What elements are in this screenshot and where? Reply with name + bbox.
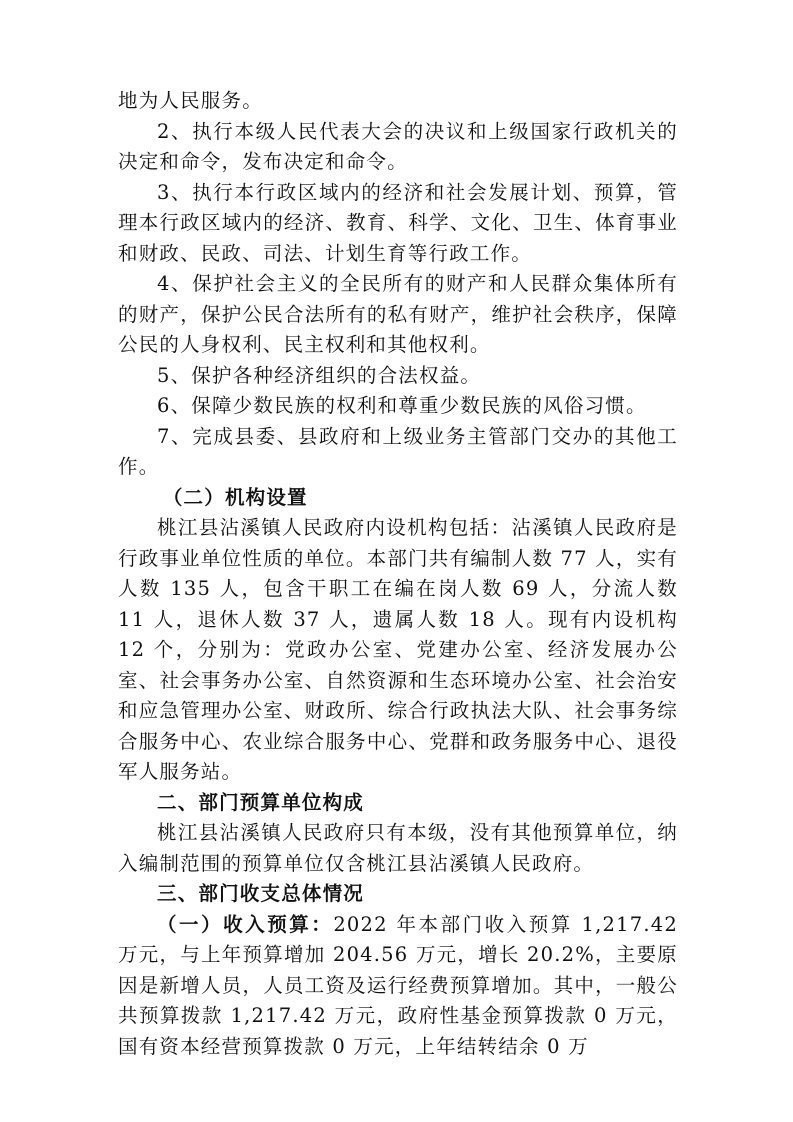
income-budget-text: 2022 年本部门收入预算 1,217.42 万元，与上年预算增加 204.56 万元，增长 20.2%，主要原因是新增人员，人员工资及运行经费预算增加。其中，一般公共预算拨款 1,217.42 万元，政府性基金预算拨款 0 万元，国有资本经营预算拨款 0 万元，上年结转结余 0 万 (118, 912, 678, 1058)
paragraph-duty-7: 7、完成县委、县政府和上级业务主管部门交办的其他工作。 (118, 424, 678, 478)
paragraph-continuation: 地为人民服务。 (118, 89, 263, 112)
document-body (118, 86, 678, 1062)
paragraph-budget-units: 桃江县沾溪镇人民政府只有本级，没有其他预算单位，纳入编制范围的预算单位仅含桃江县沾溪镇人民政府。 (118, 821, 678, 875)
heading-budget-units: 二、部门预算单位构成 (157, 790, 365, 814)
heading-income-expenditure: 三、部门收支总体情况 (157, 882, 365, 905)
paragraph-income-budget (118, 910, 678, 1063)
paragraph-duty-4: 4、保护社会主义的全民所有的财产和人民群众集体所有的财产，保护公民合法所有的私有财产，维护社会秩序，保障公民的人身权利、民主权利和其他权利。 (118, 272, 678, 356)
paragraph-duty-6: 6、保障少数民族的权利和尊重少数民族的风俗习惯。 (157, 394, 647, 417)
paragraph-organization: 桃江县沾溪镇人民政府内设机构包括：沾溪镇人民政府是行政事业单位性质的单位。本部门共有编制人数 77 人，实有人数 135 人，包含干职工在编在岗人数 69 人，分流人数 11 人，退休人数 37 人，遗属人数 18 人。现有内设机构 12 个，分别为：党政办公室、党建办公室、经济发展办公室、社会事务办公室、自然资源和生态环境办公室、社会治安和应急管理办公室、财政所、综合行政执法大队、社会事务综合服务中心、农业综合服务中心、党群和政务服务中心、退役军人服务站。 (118, 516, 678, 783)
income-budget-lead: （一）收入预算： (157, 912, 334, 936)
heading-organization: （二）机构设置 (162, 485, 308, 509)
paragraph-duty-3: 3、执行本行政区域内的经济和社会发展计划、预算，管理本行政区域内的经济、教育、科学、文化、卫生、体育事业和财政、民政、司法、计划生育等行政工作。 (118, 180, 678, 265)
paragraph-duty-2: 2、执行本级人民代表大会的决议和上级国家行政机关的决定和命令，发布决定和命令。 (118, 119, 678, 173)
paragraph-duty-5: 5、保护各种经济组织的合法权益。 (157, 363, 482, 387)
